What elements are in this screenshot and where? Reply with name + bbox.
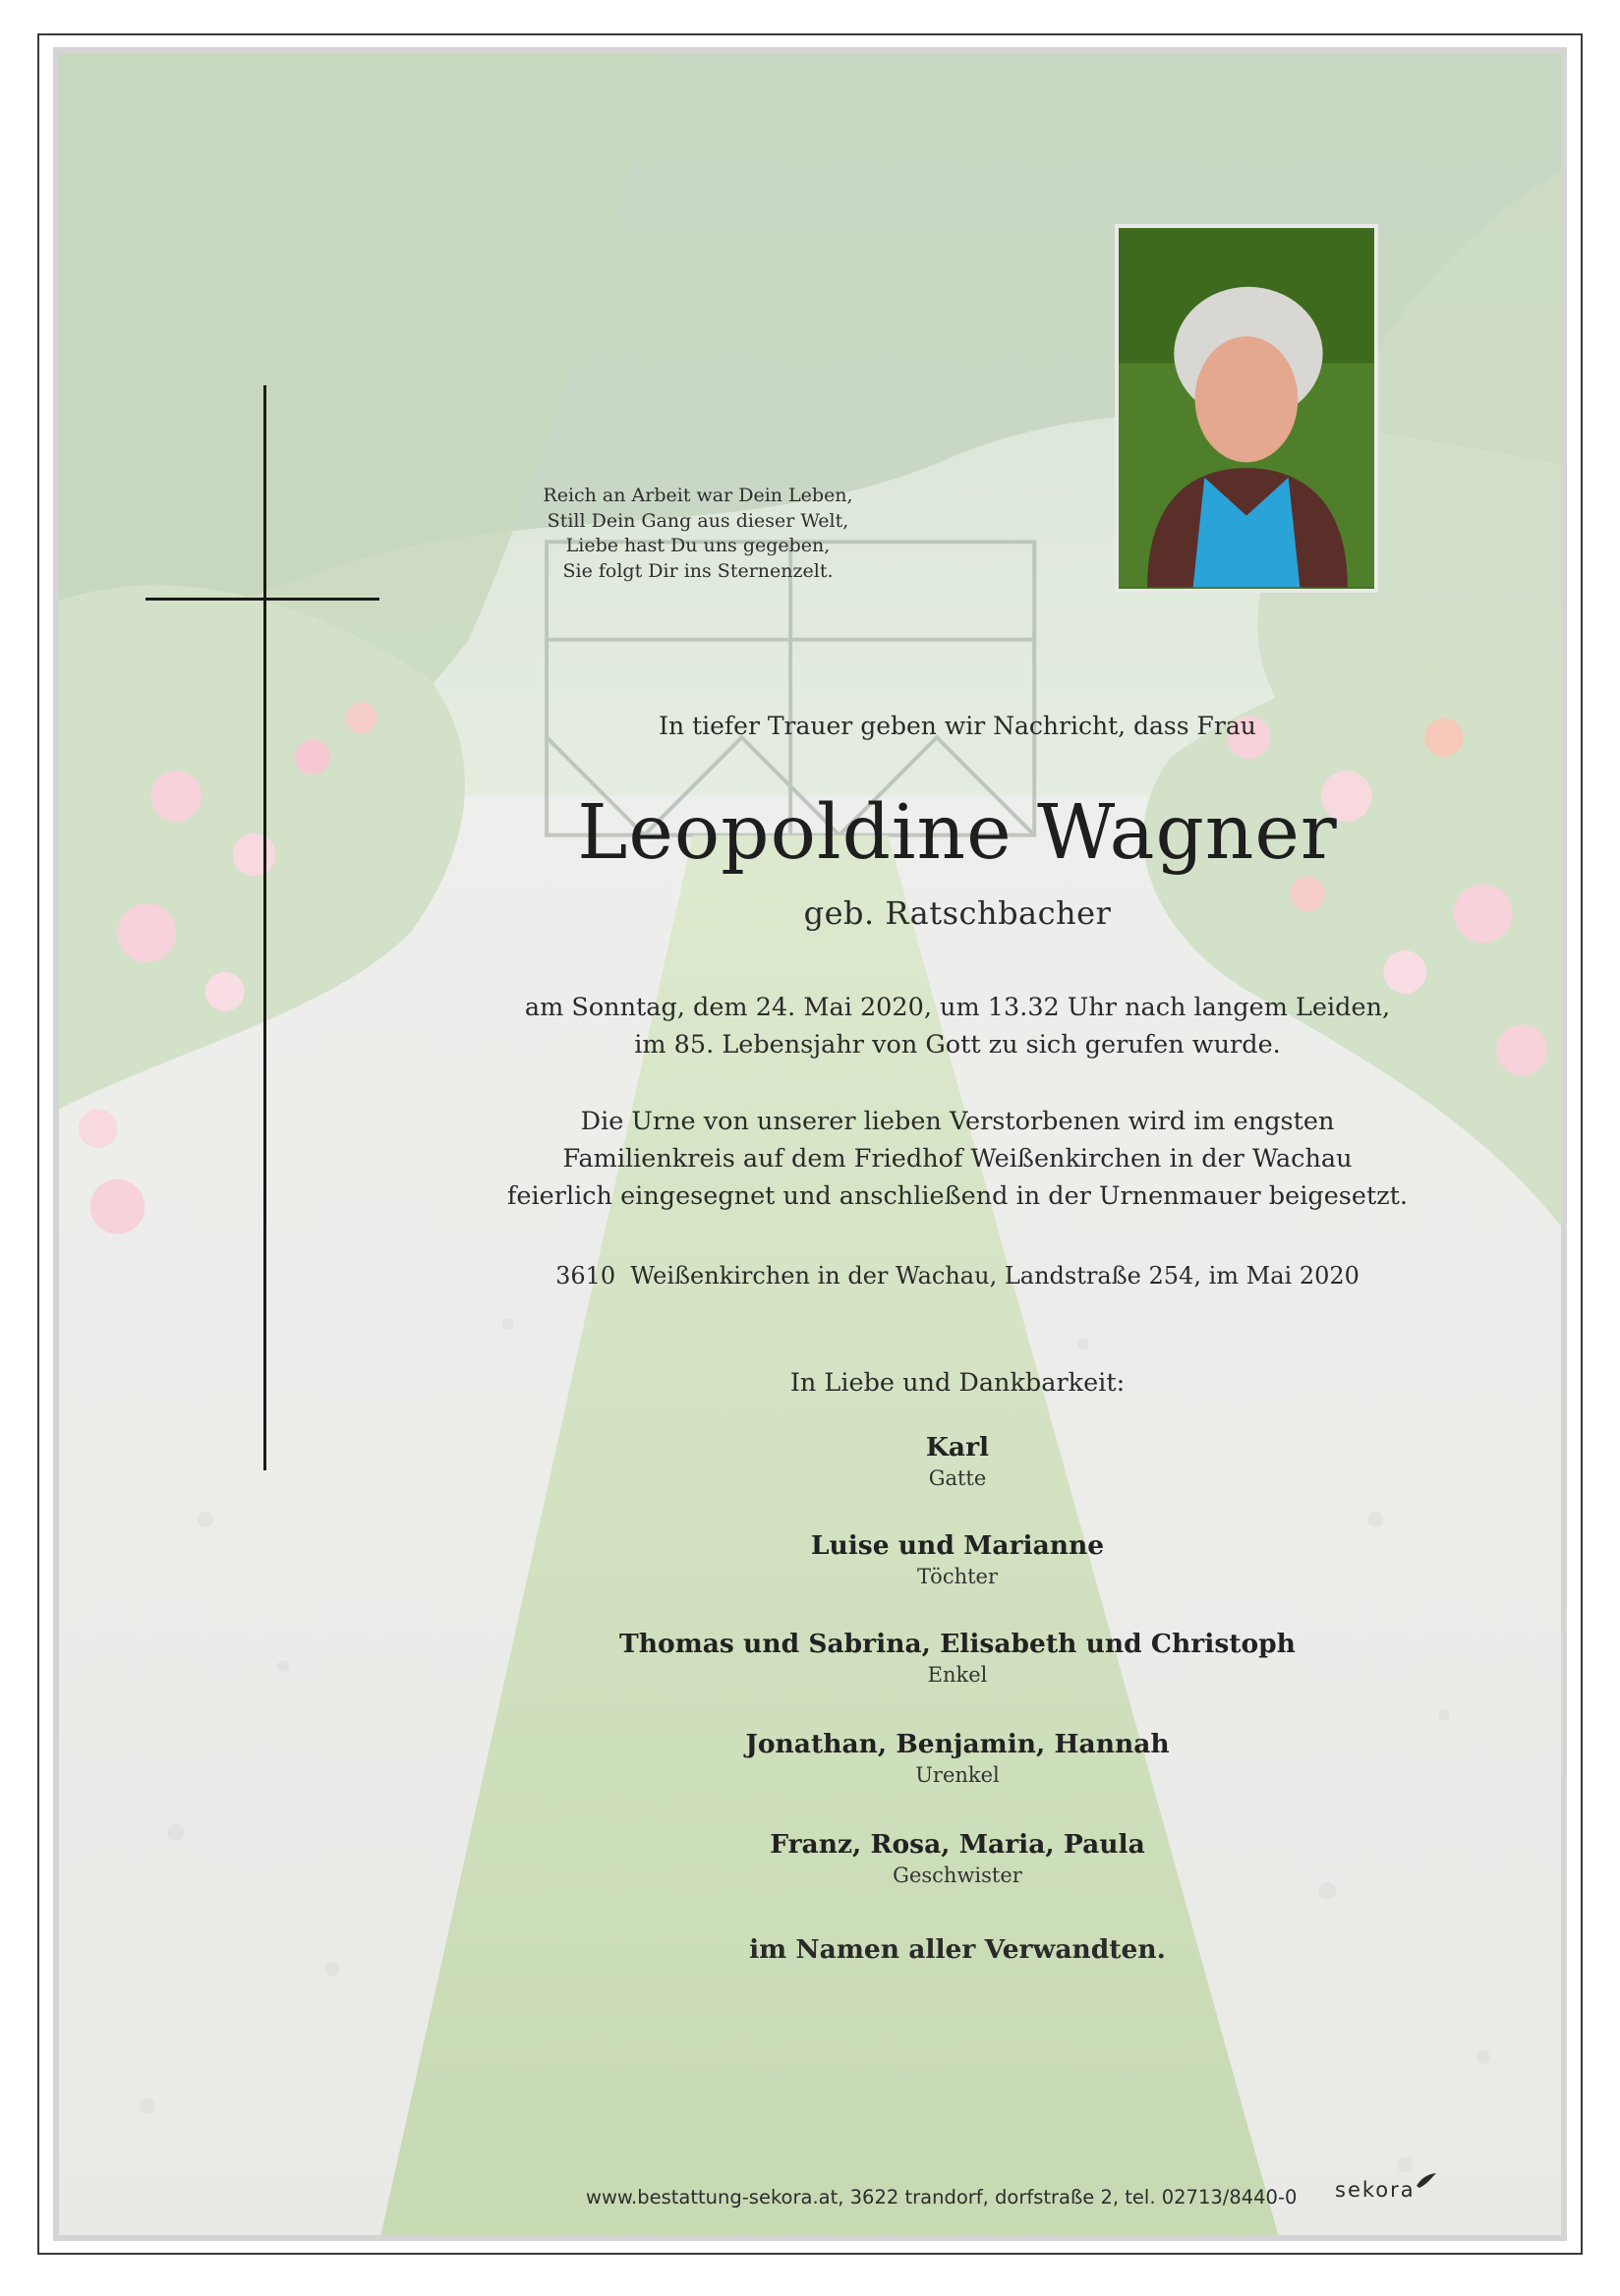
mourner-names: Thomas und Sabrina, Elisabeth und Christoph (619, 1629, 1296, 1659)
burial-notice (466, 1103, 1449, 1215)
poem-line: Sie folgt Dir ins Sternenzelt. (562, 559, 834, 582)
logo-word: sekora (1335, 2178, 1416, 2202)
death-line: am Sonntag, dem 24. Mai 2020, um 13.32 Uhr nach langem Leiden, (524, 993, 1391, 1022)
portrait-photo (1115, 224, 1378, 593)
place-date: 3610 Weißenkirchen in der Wachau, Landstraße 254, im Mai 2020 (555, 1262, 1360, 1290)
burial-line: feierlich eingesegnet und anschließend in der Urnenmauer beigesetzt. (506, 1181, 1408, 1211)
burial-line: Familienkreis auf dem Friedhof Weißenkirchen in der Wachau (562, 1144, 1353, 1174)
mourner-group (466, 1529, 1449, 1590)
bird-icon (1416, 2172, 1437, 2190)
poem-line: Reich an Arbeit war Dein Leben, (543, 485, 853, 506)
death-line: im 85. Lebensjahr von Gott zu sich gerufen wurde. (634, 1030, 1281, 1060)
portrait-icon (1119, 228, 1374, 589)
mourner-relation: Urenkel (915, 1763, 1000, 1787)
deceased-name: Leopoldine Wagner (577, 789, 1338, 877)
mourner-relation: Enkel (927, 1663, 988, 1687)
mourner-names: Franz, Rosa, Maria, Paula (770, 1829, 1145, 1860)
sekora-logo (1335, 2178, 1443, 2217)
cross-bar (145, 598, 379, 601)
intro-text: In tiefer Trauer geben wir Nachricht, dass Frau (659, 712, 1256, 740)
closing-line: im Namen aller Verwandten. (749, 1934, 1166, 1965)
mourner-relation: Töchter (916, 1565, 999, 1588)
poem-line: Still Dein Gang aus dieser Welt, (547, 509, 849, 532)
mourner-group (466, 1728, 1449, 1789)
mourner-group (466, 1628, 1449, 1689)
mourner-group (466, 1431, 1449, 1492)
maiden-name: geb. Ratschbacher (803, 894, 1112, 932)
footer-contact: www.bestattung-sekora.at, 3622 trandorf, dorfstraße 2, tel. 02713/8440-0 (586, 2186, 1298, 2209)
burial-line: Die Urne von unserer lieben Verstorbenen wird im engsten (580, 1107, 1335, 1136)
poem-line: Liebe hast Du uns gegeben, (565, 535, 831, 556)
mourner-relation: Gatte (928, 1466, 987, 1490)
cross-icon (263, 385, 266, 1470)
mourner-names: Jonathan, Benjamin, Hannah (745, 1729, 1170, 1759)
mourner-relation: Geschwister (893, 1864, 1022, 1887)
mourners-intro: In Liebe und Dankbarkeit: (789, 1368, 1126, 1398)
poem (501, 484, 895, 584)
mourner-names: Karl (925, 1432, 990, 1463)
mourner-group (466, 1828, 1449, 1889)
mourner-names: Luise und Marianne (810, 1530, 1105, 1561)
death-notice (466, 989, 1449, 1063)
